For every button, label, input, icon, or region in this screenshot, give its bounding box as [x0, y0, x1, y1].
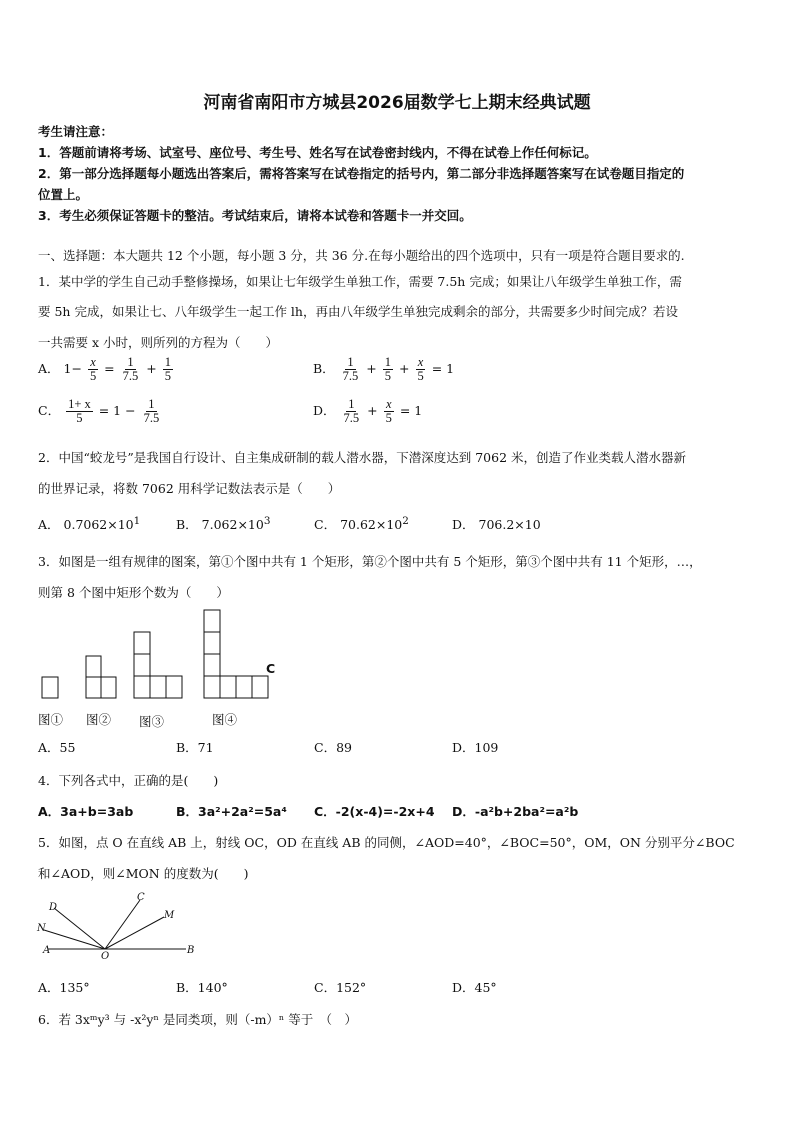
q4-option-a[interactable]: A．3a+b=3ab	[38, 804, 134, 819]
q6-stem: 6．若 3xᵐy³ 与 -x²yⁿ 是同类项，则（-m）ⁿ 等于 （ ）	[38, 1012, 358, 1027]
q4-stem: 4．下列各式中，正确的是( )	[38, 773, 219, 788]
q2-line-2: 的世界记录，将数 7062 用科学记数法表示是（ ）	[38, 481, 341, 496]
ray-od	[54, 908, 105, 949]
q3-option-d[interactable]: D．109	[452, 740, 499, 755]
q5-option-d[interactable]: D．45°	[452, 980, 497, 995]
q5-label-d: D	[49, 902, 58, 913]
q1-option-a[interactable]: A． 1− $\frac{x}{5}$ = $\frac{1}{7.5}$ + $\frac{1}{5}$	[38, 355, 171, 384]
ray-om	[105, 917, 164, 949]
q2-line-1: 2．中国“蛟龙号”是我国自行设计、自主集成研制的载人潜水器，下潜深度达到 7062 米，创造了作业类载人潜水器新	[38, 450, 686, 465]
q4-option-d[interactable]: D．-a²b+2ba²=a²b	[452, 804, 579, 819]
q1-option-d[interactable]: D． $\frac{1}{7.5}$ + $\frac{x}{5}$ = 1	[313, 397, 423, 426]
q3-option-c[interactable]: C．89	[314, 740, 352, 755]
q4-option-b[interactable]: B．3a²+2a²=5a⁴	[176, 804, 287, 819]
q5-label-o: O	[101, 951, 110, 962]
q3-line-2: 则第 8 个图中矩形个数为（ ）	[38, 585, 229, 600]
q3-figure	[0, 600, 794, 710]
q3-fig-label-2: 图②	[86, 712, 112, 727]
notice-item-2: 2．第一部分选择题每小题选出答案后，需将答案写在试卷指定的括号内，第二部分非选择题答案写在试卷题目指定的	[38, 166, 685, 181]
q5-angle-figure	[0, 890, 794, 970]
q5-option-c[interactable]: C．152°	[314, 980, 367, 995]
q1-line-2: 要 5h 完成，如果让七、八年级学生一起工作 lh，再由八年级学生单独完成剩余的部分，共需要多少时间完成？若设	[38, 304, 678, 319]
q5-label-c: C	[137, 892, 145, 903]
notice-item-2-cont: 位置上。	[38, 187, 89, 202]
q2-option-a[interactable]: A． $0.7062\times 10^1$	[38, 515, 141, 533]
section-heading: 一、选择题：本大题共 12 个小题，每小题 3 分，共 36 分.在每小题给出的四个选项中，只有一项是符合题目要求的.	[38, 248, 685, 263]
q3-corner-label: C	[266, 661, 276, 676]
q5-line-2: 和∠AOD，则∠MON 的度数为( )	[38, 866, 249, 881]
q5-option-a[interactable]: A．135°	[38, 980, 90, 995]
ray-oc	[105, 900, 140, 949]
page-title: 河南省南阳市方城县2026届数学七上期末经典试题	[203, 93, 591, 113]
q5-label-m: M	[164, 910, 175, 921]
q2-option-c[interactable]: C． $70.62\times 10^2$	[314, 515, 409, 533]
q4-option-c[interactable]: C．-2(x-4)=-2x+4	[314, 804, 435, 819]
fig1-rect	[42, 677, 58, 698]
ray-on	[44, 930, 105, 949]
q5-option-b[interactable]: B．140°	[176, 980, 228, 995]
q3-option-b[interactable]: B．71	[176, 740, 214, 755]
q1-line-3: 一共需要 x 小时，则所列的方程为（ ）	[38, 335, 278, 350]
q5-label-n: N	[37, 923, 46, 934]
q2-option-b[interactable]: B． $7.062\times 10^3$	[176, 515, 271, 533]
notice-item-3: 3．考生必须保证答题卡的整洁。考试结束后，请将本试卷和答题卡一并交回。	[38, 208, 472, 223]
q1-line-1: 1．某中学的学生自己动手整修操场，如果让七年级学生单独工作，需要 7.5h 完成；如果让八年级学生单独工作，需	[38, 274, 682, 289]
notice-item-1: 1．答题前请将考场、试室号、座位号、考生号、姓名写在试卷密封线内，不得在试卷上作任何标记。	[38, 145, 597, 160]
q3-fig-label-1: 图①	[38, 712, 64, 727]
q5-label-b: B	[187, 945, 195, 956]
q3-fig-label-4: 图④	[212, 712, 238, 727]
q3-option-a[interactable]: A．55	[38, 740, 76, 755]
q1-option-b[interactable]: B． $\frac{1}{7.5}$ + $\frac{1}{5}$ + $\frac{x}{5}$ = 1	[313, 355, 455, 384]
q5-label-a: A	[43, 945, 51, 956]
q3-line-1: 3．如图是一组有规律的图案，第①个图中共有 1 个矩形，第②个图中共有 5 个矩形，第③个图中共有 11 个矩形，…，	[38, 554, 702, 569]
notice-heading: 考生请注意：	[38, 124, 114, 139]
q5-line-1: 5．如图，点 O 在直线 AB 上，射线 OC，OD 在直线 AB 的同侧，∠AOD=40°，∠BOC=50°，OM，ON 分别平分∠BOC	[38, 835, 735, 850]
q3-fig-label-3: 图③	[139, 714, 165, 729]
q2-option-d[interactable]: D． 706.2×10	[452, 517, 541, 532]
q1-option-c[interactable]: C． $\frac{1+ x}{5}$ = 1 − $\frac{1}{7.5}$	[38, 397, 160, 426]
